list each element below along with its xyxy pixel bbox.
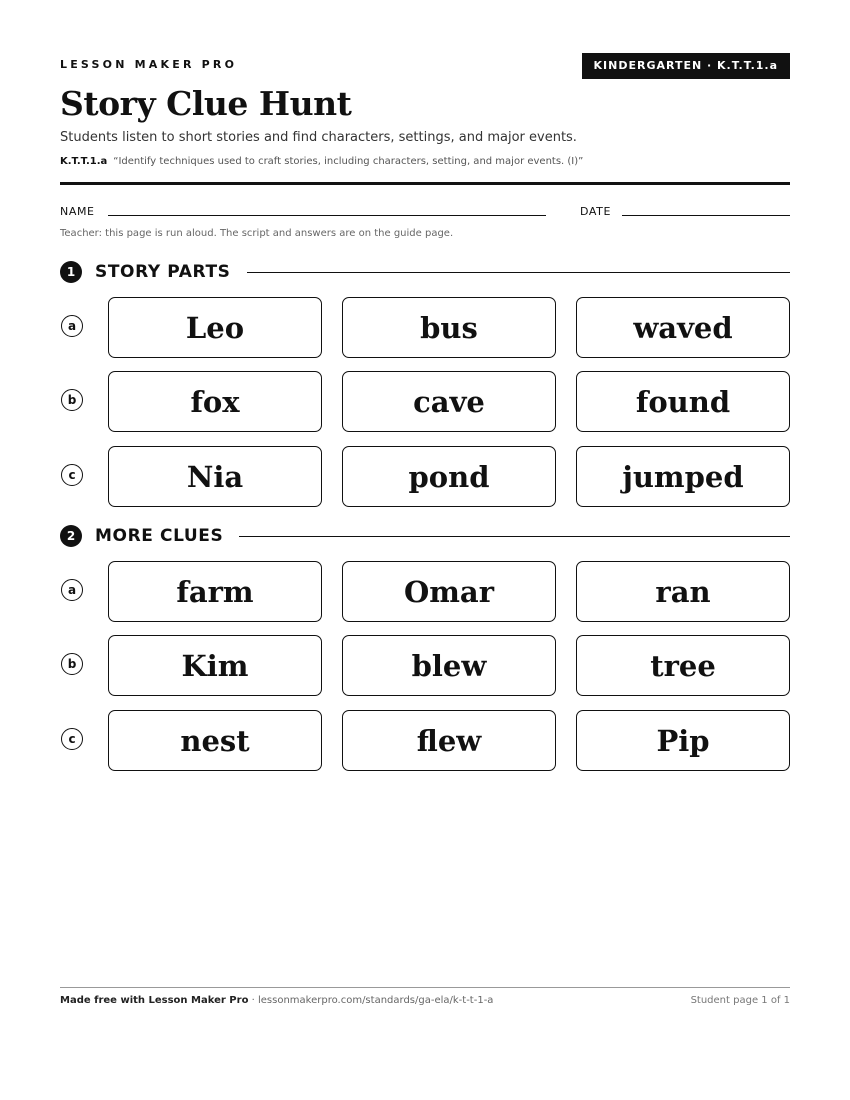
word-card[interactable]: pond — [342, 446, 556, 507]
footer-made-with: Made free with Lesson Maker Pro — [60, 995, 249, 1006]
row-letter: a — [61, 579, 83, 601]
word-card[interactable]: flew — [342, 710, 556, 771]
section-more-clues — [60, 523, 790, 549]
clue-row — [60, 297, 790, 359]
word-card[interactable]: farm — [108, 561, 322, 622]
row-letter: b — [61, 389, 83, 411]
row-letter: a — [61, 315, 83, 337]
footer-page-number: Student page 1 of 1 — [690, 995, 790, 1006]
word-card[interactable]: Omar — [342, 561, 556, 622]
date-label: DATE — [580, 205, 612, 218]
footer-url[interactable]: · lessonmakerpro.com/standards/ga-ela/k-t-t-1-a — [248, 995, 494, 1006]
word-card[interactable]: Kim — [108, 635, 322, 696]
header-divider — [60, 182, 790, 185]
standard-line — [60, 156, 583, 167]
section-title: STORY PARTS — [95, 262, 231, 282]
footer-credit — [60, 995, 493, 1006]
teacher-note: Teacher: this page is run aloud. The script and answers are on the guide page. — [60, 228, 454, 239]
clue-row — [60, 446, 790, 508]
row-letter: c — [61, 728, 83, 750]
word-card[interactable]: cave — [342, 371, 556, 432]
word-card[interactable]: blew — [342, 635, 556, 696]
page-title: Story Clue Hunt — [60, 84, 352, 123]
date-field[interactable] — [622, 215, 790, 216]
word-card[interactable]: jumped — [576, 446, 790, 507]
clue-row — [60, 710, 790, 772]
row-letter: b — [61, 653, 83, 675]
word-card[interactable]: Pip — [576, 710, 790, 771]
section-number: 1 — [60, 261, 82, 283]
clue-row — [60, 635, 790, 697]
standard-code: K.T.T.1.a — [60, 156, 108, 167]
section-story-parts — [60, 259, 790, 285]
word-card[interactable]: waved — [576, 297, 790, 358]
word-card[interactable]: Leo — [108, 297, 322, 358]
word-card[interactable]: found — [576, 371, 790, 432]
clue-row — [60, 561, 790, 623]
section-divider — [247, 272, 790, 273]
word-card[interactable]: bus — [342, 297, 556, 358]
page-subtitle: Students listen to short stories and find characters, settings, and major events. — [60, 130, 577, 145]
worksheet-page — [60, 0, 790, 1100]
section-title: MORE CLUES — [95, 526, 224, 546]
brand-name: LESSON MAKER PRO — [60, 58, 238, 71]
standard-text: “Identify techniques used to craft stories, including characters, setting, and major events. (I)” — [113, 156, 584, 167]
section-number: 2 — [60, 525, 82, 547]
grade-standard-badge: KINDERGARTEN · K.T.T.1.a — [582, 53, 791, 79]
clue-row — [60, 371, 790, 433]
word-card[interactable]: fox — [108, 371, 322, 432]
row-letter: c — [61, 464, 83, 486]
name-field[interactable] — [108, 215, 546, 216]
word-card[interactable]: Nia — [108, 446, 322, 507]
word-card[interactable]: ran — [576, 561, 790, 622]
section-divider — [239, 536, 790, 537]
name-label: NAME — [60, 205, 95, 218]
footer-divider — [60, 987, 790, 988]
word-card[interactable]: tree — [576, 635, 790, 696]
word-card[interactable]: nest — [108, 710, 322, 771]
